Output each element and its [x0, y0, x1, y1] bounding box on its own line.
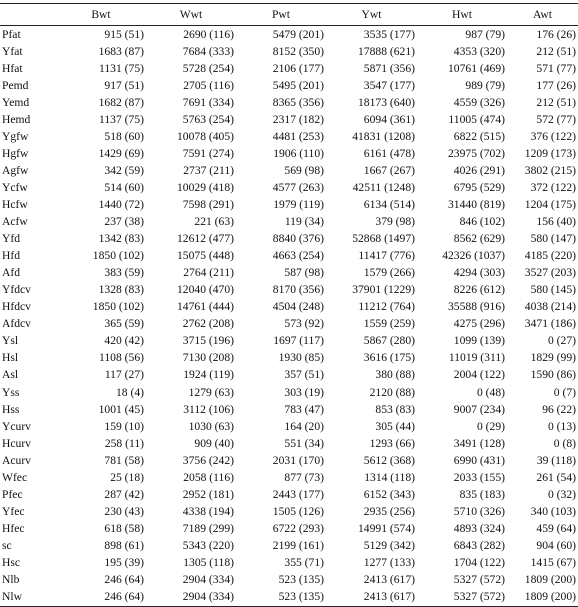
table-cell: 4559 (326): [453, 95, 505, 109]
table-row: [0, 282, 578, 299]
table-cell: 2705 (116): [183, 78, 234, 92]
table-cell: 5495 (201): [272, 78, 324, 92]
row-label: Yfdcv: [2, 283, 31, 297]
table-row: [0, 94, 578, 111]
table-cell: 1108 (56): [99, 351, 144, 365]
row-label: Hgfw: [2, 146, 29, 160]
row-label: Afdcv: [2, 317, 31, 331]
table-cell: 2935 (256): [363, 504, 415, 518]
table-cell: 1001 (45): [98, 402, 144, 416]
table-cell: 12040 (470): [177, 283, 234, 297]
table-cell: 6094 (361): [363, 112, 415, 126]
table-cell: 52868 (1497): [352, 232, 415, 246]
table-cell: 7691 (334): [182, 95, 234, 109]
table-cell: 1850 (102): [92, 300, 144, 314]
table-cell: 1906 (110): [273, 146, 324, 160]
table-cell: 0 (48): [476, 385, 505, 399]
table-cell: 2120 (88): [369, 385, 415, 399]
table-cell: 1682 (87): [98, 95, 144, 109]
table-cell: 18 (4): [115, 385, 144, 399]
table-cell: 4275 (296): [453, 317, 505, 331]
table-cell: 1209 (173): [524, 146, 576, 160]
table-cell: 10761 (469): [448, 61, 505, 75]
table-cell: 159 (10): [104, 419, 144, 433]
table-row: [0, 554, 578, 571]
table-cell: 9007 (234): [453, 402, 505, 416]
table-cell: 6822 (515): [453, 129, 505, 143]
table-cell: 221 (63): [194, 215, 234, 229]
header-cell-wwt: Wwt: [179, 8, 203, 21]
table-cell: 551 (34): [284, 436, 324, 450]
table-cell: 117 (27): [104, 368, 144, 382]
table-cell: 514 (60): [104, 180, 144, 194]
table-cell: 8562 (629): [453, 232, 505, 246]
table-cell: 4893 (324): [453, 521, 505, 535]
table-cell: 3112 (106): [183, 402, 234, 416]
table-cell: 246 (64): [104, 573, 144, 587]
table-cell: 2952 (181): [182, 487, 234, 501]
table-cell: 2058 (116): [183, 470, 234, 484]
table-cell: 7598 (291): [182, 197, 234, 211]
table-cell: 781 (58): [104, 453, 144, 467]
row-label: Ycurv: [2, 419, 31, 433]
table-cell: 25 (18): [110, 470, 144, 484]
table-cell: 4294 (303): [453, 266, 505, 280]
table-cell: 2106 (177): [272, 61, 324, 75]
table-cell: 6161 (478): [363, 146, 415, 160]
table-cell: 1131 (75): [99, 61, 144, 75]
row-label: Hfdcv: [2, 300, 31, 314]
table-cell: 523 (135): [278, 590, 324, 604]
table-cell: 2762 (208): [182, 317, 234, 331]
table-cell: 176 (26): [536, 27, 576, 41]
table-cell: 2317 (182): [272, 112, 324, 126]
table-cell: 365 (59): [104, 317, 144, 331]
row-label: Hemd: [2, 112, 31, 126]
header-cell-bwt: Bwt: [91, 8, 111, 21]
table-cell: 1099 (139): [453, 334, 505, 348]
row-label: Acfw: [2, 215, 28, 229]
table-cell: 11417 (776): [358, 249, 415, 263]
table-cell: 11212 (764): [358, 300, 415, 314]
table-cell: 195 (39): [104, 555, 144, 569]
table-row: [0, 26, 578, 44]
table-cell: 8152 (350): [272, 44, 324, 58]
table-row: [0, 469, 578, 486]
table-row: [0, 214, 578, 231]
row-label: Hfat: [2, 61, 23, 75]
table-cell: 10078 (405): [177, 129, 234, 143]
table-row: [0, 401, 578, 418]
table-row: [0, 111, 578, 128]
table-cell: 31440 (819): [448, 197, 505, 211]
table-cell: 1559 (259): [363, 317, 415, 331]
row-label: Wfec: [2, 470, 28, 484]
table-cell: 342 (59): [104, 163, 144, 177]
table-cell: 156 (40): [536, 215, 576, 229]
table-cell: 573 (92): [284, 317, 324, 331]
table-cell: 6795 (529): [453, 180, 505, 194]
table-cell: 1579 (266): [363, 266, 415, 280]
table-cell: 41831 (1208): [352, 129, 415, 143]
table-cell: 904 (60): [536, 538, 576, 552]
table-cell: 14991 (574): [358, 521, 415, 535]
table-cell: 7189 (299): [182, 521, 234, 535]
table-cell: 258 (11): [104, 436, 144, 450]
table-cell: 853 (83): [375, 402, 415, 416]
row-label: Hcfw: [2, 197, 28, 211]
table-cell: 1293 (66): [369, 436, 415, 450]
row-label: Acurv: [2, 453, 31, 467]
table-cell: 459 (64): [536, 521, 576, 535]
row-label: Yss: [2, 385, 20, 399]
table-cell: 5763 (254): [182, 112, 234, 126]
data-table: [0, 3, 578, 607]
table-cell: 1505 (126): [272, 504, 324, 518]
table-row: [0, 231, 578, 248]
table-cell: 383 (59): [104, 266, 144, 280]
table-row: [0, 248, 578, 265]
table-cell: 987 (79): [465, 27, 505, 41]
table-cell: 6843 (282): [453, 538, 505, 552]
table-row: [0, 537, 578, 554]
table-cell: 4504 (248): [272, 300, 324, 314]
table-cell: 1137 (75): [99, 112, 144, 126]
row-label: Hss: [2, 402, 20, 416]
table-cell: 898 (61): [104, 538, 144, 552]
table-cell: 846 (102): [459, 215, 505, 229]
table-cell: 6152 (343): [363, 487, 415, 501]
table-cell: 212 (51): [536, 95, 576, 109]
table-cell: 177 (26): [536, 78, 576, 92]
table-cell: 7591 (274): [182, 146, 234, 160]
table-cell: 835 (183): [459, 487, 505, 501]
table-row: [0, 435, 578, 452]
table-cell: 2413 (617): [363, 590, 415, 604]
table-row: [0, 60, 578, 77]
table-cell: 11005 (474): [448, 112, 505, 126]
table-cell: 3471 (186): [524, 317, 576, 331]
table-cell: 35588 (916): [448, 300, 505, 314]
table-cell: 6722 (293): [272, 521, 324, 535]
table-cell: 571 (77): [536, 61, 576, 75]
table-cell: 1590 (86): [530, 368, 576, 382]
table-cell: 0 (8): [553, 436, 576, 450]
table-row: [0, 572, 578, 589]
table-cell: 0 (32): [547, 487, 576, 501]
table-cell: 7684 (333): [182, 44, 234, 58]
table-cell: 18173 (640): [358, 95, 415, 109]
row-label: Hfd: [2, 249, 21, 263]
table-cell: 380 (88): [375, 368, 415, 382]
table-cell: 119 (34): [284, 215, 324, 229]
row-label: Ysl: [2, 334, 19, 348]
table-cell: 1440 (72): [98, 197, 144, 211]
table-row: [0, 350, 578, 367]
table-row: [0, 265, 578, 282]
table-cell: 1930 (85): [278, 351, 324, 365]
table-cell: 8170 (356): [272, 283, 324, 297]
table-cell: 5327 (572): [453, 573, 505, 587]
table-cell: 909 (40): [194, 436, 234, 450]
table-cell: 917 (51): [104, 78, 144, 92]
table-cell: 618 (58): [104, 521, 144, 535]
table-cell: 355 (71): [284, 555, 324, 569]
table-cell: 5867 (280): [363, 334, 415, 348]
table-cell: 2737 (211): [183, 163, 234, 177]
table-cell: 5479 (201): [272, 27, 324, 41]
table-cell: 2443 (177): [272, 487, 324, 501]
table-cell: 4577 (263): [272, 180, 324, 194]
table-cell: 42511 (1248): [352, 180, 415, 194]
table-cell: 8226 (612): [453, 283, 505, 297]
table-cell: 989 (79): [465, 78, 505, 92]
table-cell: 1829 (99): [530, 351, 576, 365]
table-cell: 2004 (122): [453, 368, 505, 382]
table-row: [0, 43, 578, 60]
row-label: Hcurv: [2, 436, 31, 450]
table-cell: 6134 (514): [363, 197, 415, 211]
row-label: Yemd: [2, 95, 30, 109]
table-cell: 12612 (477): [177, 232, 234, 246]
table-row: [0, 452, 578, 469]
table-cell: 164 (20): [284, 419, 324, 433]
table-cell: 1979 (119): [273, 197, 324, 211]
table-cell: 572 (77): [536, 112, 576, 126]
table-cell: 420 (42): [104, 334, 144, 348]
table-row: [0, 77, 578, 94]
table-cell: 4353 (320): [453, 44, 505, 58]
table-cell: 0 (7): [553, 385, 576, 399]
table-cell: 8365 (356): [272, 95, 324, 109]
table-row: [0, 196, 578, 213]
table-cell: 783 (47): [284, 402, 324, 416]
table-cell: 5343 (220): [182, 538, 234, 552]
table-cell: 0 (27): [547, 334, 576, 348]
table-cell: 3616 (175): [363, 351, 415, 365]
table-cell: 5871 (356): [363, 61, 415, 75]
table-row: [0, 179, 578, 196]
table-cell: 2764 (211): [183, 266, 234, 280]
table-cell: 42326 (1037): [442, 249, 505, 263]
table-cell: 17888 (621): [358, 44, 415, 58]
table-cell: 1697 (117): [273, 334, 324, 348]
table-cell: 1314 (118): [364, 470, 415, 484]
table-row: [0, 367, 578, 384]
header-cell-ywt: Ywt: [361, 8, 382, 21]
table-row: [0, 503, 578, 520]
table-cell: 1415 (67): [530, 555, 576, 569]
table-cell: 303 (19): [284, 385, 324, 399]
header-cell-awt: Awt: [533, 8, 552, 21]
table-cell: 5728 (254): [182, 61, 234, 75]
table-cell: 305 (44): [375, 419, 415, 433]
table-cell: 1683 (87): [98, 44, 144, 58]
table-cell: 1704 (122): [453, 555, 505, 569]
table-cell: 518 (60): [104, 129, 144, 143]
table-cell: 0 (13): [547, 419, 576, 433]
table-cell: 2690 (116): [183, 27, 234, 41]
table-cell: 1924 (119): [183, 368, 234, 382]
table-cell: 1328 (83): [98, 283, 144, 297]
table-cell: 4338 (194): [182, 504, 234, 518]
row-label: Agfw: [2, 163, 29, 177]
table-cell: 3535 (177): [363, 27, 415, 41]
table-row: [0, 333, 578, 350]
table-row: [0, 486, 578, 503]
table-cell: 96 (22): [542, 402, 576, 416]
table-cell: 1204 (175): [524, 197, 576, 211]
table-cell: 1809 (200): [524, 590, 576, 604]
header-cell-0: [0, 4, 56, 26]
table-cell: 2199 (161): [272, 538, 324, 552]
table-cell: 587 (98): [284, 266, 324, 280]
table-cell: 5327 (572): [453, 590, 505, 604]
row-label: Hsl: [2, 351, 19, 365]
table-cell: 261 (54): [536, 470, 576, 484]
table-cell: 523 (135): [278, 573, 324, 587]
table-cell: 3491 (128): [453, 436, 505, 450]
table-cell: 1279 (63): [188, 385, 234, 399]
table-cell: 580 (145): [530, 283, 576, 297]
row-label: Afd: [2, 266, 21, 280]
table-cell: 4185 (220): [524, 249, 576, 263]
table-row: [0, 162, 578, 179]
row-label: sc: [2, 538, 12, 552]
table-cell: 1429 (69): [98, 146, 144, 160]
row-label: Pemd: [2, 78, 29, 92]
row-label: Hsc: [2, 555, 21, 569]
table-cell: 5129 (342): [363, 538, 415, 552]
row-label: Hfec: [2, 521, 25, 535]
table-cell: 2033 (155): [453, 470, 505, 484]
table-cell: 3527 (203): [524, 266, 576, 280]
row-label: Ycfw: [2, 180, 28, 194]
table-cell: 39 (118): [536, 453, 576, 467]
table-cell: 237 (38): [104, 215, 144, 229]
table-cell: 212 (51): [536, 44, 576, 58]
table-cell: 4026 (291): [453, 163, 505, 177]
header-cell-hwt: Hwt: [452, 8, 472, 21]
table-cell: 37901 (1229): [352, 283, 415, 297]
row-label: Nlw: [2, 590, 22, 604]
row-label: Pfat: [2, 27, 21, 41]
table-row: [0, 589, 578, 607]
table-cell: 8840 (376): [272, 232, 324, 246]
table-cell: 14761 (444): [177, 300, 234, 314]
row-label: Yfd: [2, 232, 21, 246]
table-header: [0, 4, 578, 26]
table-cell: 230 (43): [104, 504, 144, 518]
table-cell: 3756 (242): [182, 453, 234, 467]
table-cell: 10029 (418): [177, 180, 234, 194]
table-cell: 7130 (208): [182, 351, 234, 365]
row-label: Yfec: [2, 504, 25, 518]
table-cell: 1277 (133): [363, 555, 415, 569]
table-cell: 246 (64): [104, 590, 144, 604]
table-row: [0, 299, 578, 316]
table-cell: 4038 (214): [524, 300, 576, 314]
table-cell: 2031 (170): [272, 453, 324, 467]
table-cell: 877 (73): [284, 470, 324, 484]
table-row: [0, 520, 578, 537]
table-cell: 5710 (326): [453, 504, 505, 518]
table-cell: 1305 (118): [183, 555, 234, 569]
table-cell: 6990 (431): [453, 453, 505, 467]
table-cell: 1342 (83): [98, 232, 144, 246]
table-cell: 915 (51): [104, 27, 144, 41]
table-cell: 2904 (334): [182, 590, 234, 604]
table-cell: 1850 (102): [92, 249, 144, 263]
table-cell: 23975 (702): [448, 146, 505, 160]
table-body: [0, 26, 578, 607]
table-row: [0, 128, 578, 145]
table-row: [0, 384, 578, 401]
table-cell: 11019 (311): [448, 351, 505, 365]
table-cell: 1667 (267): [363, 163, 415, 177]
row-label: Yfat: [2, 44, 23, 58]
row-label: Asl: [2, 368, 19, 382]
table-row: [0, 145, 578, 162]
table-cell: 3547 (177): [363, 78, 415, 92]
table-cell: 372 (122): [530, 180, 576, 194]
table-cell: 376 (122): [530, 129, 576, 143]
table-row: [0, 418, 578, 435]
row-label: Ygfw: [2, 129, 29, 143]
row-label: Pfec: [2, 487, 23, 501]
table-cell: 4481 (253): [272, 129, 324, 143]
table-cell: 0 (29): [476, 419, 505, 433]
row-label: Nlb: [2, 573, 20, 587]
table-cell: 3715 (196): [182, 334, 234, 348]
table-cell: 5612 (368): [363, 453, 415, 467]
table-cell: 379 (98): [375, 215, 415, 229]
table-cell: 340 (103): [530, 504, 576, 518]
table-cell: 1030 (63): [188, 419, 234, 433]
table-cell: 357 (51): [284, 368, 324, 382]
header-row: [0, 4, 578, 26]
table-cell: 580 (147): [530, 232, 576, 246]
table-cell: 2413 (617): [363, 573, 415, 587]
header-cell-pwt: Pwt: [271, 8, 291, 21]
table-cell: 3802 (215): [524, 163, 576, 177]
table-cell: 4663 (254): [272, 249, 324, 263]
table-cell: 569 (98): [284, 163, 324, 177]
table-cell: 15075 (448): [177, 249, 234, 263]
table-cell: 287 (42): [104, 487, 144, 501]
table-row: [0, 316, 578, 333]
table-cell: 1809 (200): [524, 573, 576, 587]
table-cell: 2904 (334): [182, 573, 234, 587]
